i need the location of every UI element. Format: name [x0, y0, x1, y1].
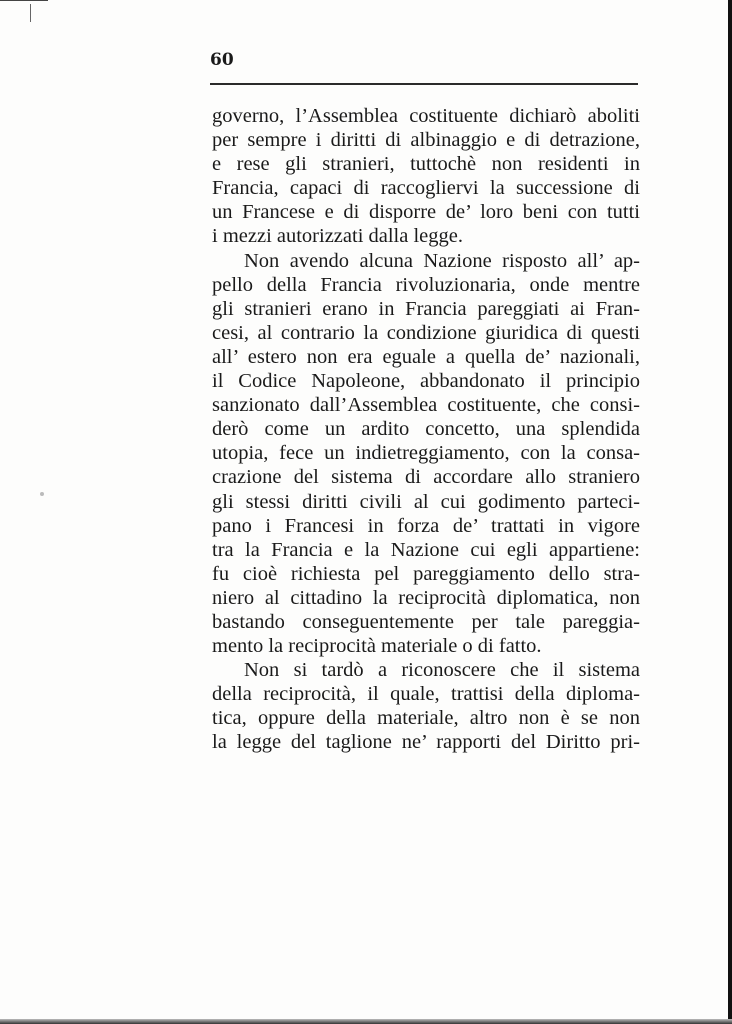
text-line: pello della Francia rivoluzionaria, onde mentre	[212, 273, 640, 296]
header-rule	[210, 83, 638, 85]
text-line: pano i Francesi in forza de’ trattati in vigore	[212, 514, 640, 537]
scan-edge-shadow	[0, 1019, 732, 1024]
text-line: governo, l’Assemblea costituente dichiarò aboliti	[212, 105, 640, 127]
text-line: crazione del sistema di accordare allo straniero	[212, 466, 640, 489]
scan-artifact-mark	[0, 0, 48, 1]
text-line: tica, oppure della materiale, altro non è se non	[212, 707, 640, 730]
text-line: all’ estero non era eguale a quella de’ nazionali,	[212, 345, 640, 368]
text-line: i mezzi autorizzati dalla legge.	[212, 225, 463, 248]
text-line: per sempre i diritti di albinaggio e di detrazione,	[212, 129, 640, 152]
text-line: utopia, fece un indietreggiamento, con la consa-	[212, 442, 640, 465]
scan-artifact-mark	[30, 4, 31, 22]
text-line: Non avendo alcuna Nazione risposto all’ ap-	[244, 249, 640, 272]
text-line: tra la Francia e la Nazione cui egli appartiene:	[212, 538, 640, 561]
text-line: gli stessi diritti civili al cui godimento parteci-	[212, 490, 640, 513]
text-line: e rese gli stranieri, tuttochè non residenti in	[212, 153, 640, 176]
text-line: derò come un ardito concetto, una splendida	[212, 418, 640, 441]
text-line: Francia, capaci di raccogliervi la successione di	[212, 177, 640, 200]
text-line: gli stranieri erano in Francia pareggiati ai Fran-	[212, 297, 640, 320]
text-line: il Codice Napoleone, abbandonato il principio	[212, 370, 640, 393]
text-line: mento la reciprocità materiale o di fatto.	[212, 635, 542, 658]
body-text	[212, 104, 640, 755]
text-line: un Francese e di disporre de’ loro beni con tutti	[212, 201, 640, 224]
text-line: cesi, al contrario la condizione giuridica di questi	[212, 321, 640, 344]
text-line: della reciprocità, il quale, trattisi della diploma-	[212, 683, 640, 706]
page-number: 60	[210, 50, 234, 70]
text-line: Non si tardò a riconoscere che il sistema	[244, 659, 640, 682]
scan-artifact-speck	[40, 492, 44, 496]
scan-edge-shadow	[728, 0, 732, 1024]
text-line: la legge del taglione ne’ rapporti del Diritto pri-	[212, 731, 640, 754]
text-line: bastando conseguentemente per tale pareggia-	[212, 610, 640, 633]
text-line: fu cioè richiesta pel pareggiamento dello stra-	[212, 562, 640, 585]
text-line: niero al cittadino la reciprocità diplomatica, non	[212, 586, 640, 609]
text-line: sanzionato dall’Assemblea costituente, che consi-	[212, 394, 640, 417]
